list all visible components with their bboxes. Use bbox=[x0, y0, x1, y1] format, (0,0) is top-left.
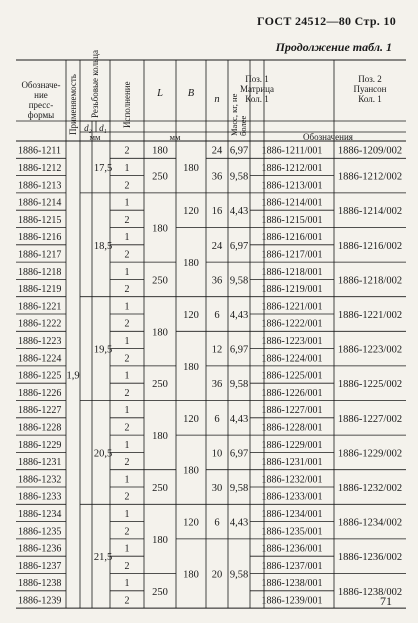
pos1-cell: 1886-1235/001 bbox=[261, 526, 323, 538]
designation-cell: 1886-1212 bbox=[18, 162, 62, 174]
pos2-header: Поз. 2 bbox=[358, 74, 382, 84]
execution-cell: 1 bbox=[124, 543, 130, 555]
designation-cell: 1886-1232 bbox=[18, 474, 62, 486]
n-cell: 36 bbox=[211, 171, 223, 183]
n-cell: 6 bbox=[214, 517, 220, 529]
mass-header: Масс, кг, не bbox=[229, 93, 239, 136]
designation-header: ние bbox=[34, 90, 48, 100]
execution-cell: 2 bbox=[124, 145, 130, 157]
execution-header: Исполнение bbox=[122, 81, 132, 128]
execution-cell: 2 bbox=[124, 595, 130, 607]
designation-cell: 1886-1231 bbox=[18, 457, 62, 469]
designation-header: пресс- bbox=[28, 100, 54, 110]
designation-cell: 1886-1239 bbox=[18, 595, 62, 607]
B-cell: 120 bbox=[183, 517, 199, 529]
mass-cell: 4,43 bbox=[229, 310, 249, 321]
pos1-cell: 1886-1218/001 bbox=[261, 266, 323, 278]
pos1-cell: 1886-1214/001 bbox=[261, 197, 323, 209]
designation-cell: 1886-1224 bbox=[18, 353, 62, 365]
designation-cell: 1886-1238 bbox=[18, 578, 62, 590]
d3-cell: 19,5 bbox=[93, 344, 113, 356]
pos2-cell: 1886-1232/002 bbox=[337, 483, 403, 494]
execution-cell: 1 bbox=[124, 405, 130, 417]
designation-cell: 1886-1218 bbox=[18, 266, 62, 278]
pos1-cell: 1886-1217/001 bbox=[261, 249, 323, 261]
n-cell: 36 bbox=[211, 379, 223, 391]
n-cell: 10 bbox=[211, 448, 223, 460]
L-cell: 180 bbox=[152, 431, 168, 443]
B-cell: 180 bbox=[183, 258, 199, 270]
B-cell: 120 bbox=[183, 206, 199, 218]
mass-cell: 6,97 bbox=[229, 240, 249, 252]
designation-cell: 1886-1216 bbox=[18, 232, 62, 244]
designation-cell: 1886-1215 bbox=[18, 214, 62, 226]
designation-cell: 1886-1237 bbox=[18, 560, 62, 572]
applicability-header: Применяемость bbox=[68, 74, 78, 135]
mass-cell: 6,97 bbox=[229, 344, 249, 356]
L-cell: 180 bbox=[152, 223, 168, 235]
L-cell: 250 bbox=[152, 275, 168, 287]
pos1-cell: 1886-1215/001 bbox=[261, 214, 323, 226]
table-continuation-title: Продолжение табл. 1 bbox=[275, 40, 392, 54]
pos1-cell: 1886-1227/001 bbox=[261, 405, 323, 417]
execution-cell: 2 bbox=[124, 180, 130, 192]
d3-cell: 20,5 bbox=[93, 448, 113, 460]
mass-cell: 9,58 bbox=[229, 171, 249, 183]
mass-cell: 9,58 bbox=[229, 379, 249, 391]
n-cell: 20 bbox=[211, 569, 223, 581]
execution-cell: 2 bbox=[124, 214, 130, 226]
B-cell: 180 bbox=[183, 162, 199, 174]
pos2-cell: 1886-1209/002 bbox=[337, 145, 403, 157]
d3-header: d₁ bbox=[99, 123, 107, 133]
B-header: B bbox=[187, 88, 195, 99]
pos1-cell: 1886-1225/001 bbox=[261, 370, 323, 382]
pos1-cell: 1886-1211/001 bbox=[261, 145, 323, 157]
page-label: Стр. 10 bbox=[354, 14, 396, 28]
mass-cell: 9,58 bbox=[229, 483, 249, 494]
n-cell: 24 bbox=[211, 145, 223, 157]
designation-cell: 1886-1229 bbox=[18, 439, 62, 451]
execution-cell: 1 bbox=[124, 439, 130, 451]
pos1-cell: 1886-1213/001 bbox=[261, 180, 323, 192]
designation-cell: 1886-1235 bbox=[18, 526, 62, 538]
L-cell: 250 bbox=[152, 483, 168, 494]
pos1-cell: 1886-1212/001 bbox=[261, 162, 323, 174]
d3-cell: 17,5 bbox=[93, 162, 113, 174]
execution-cell: 1 bbox=[124, 301, 130, 313]
designation-cell: 1886-1234 bbox=[18, 508, 62, 520]
unit-mm: мм bbox=[169, 132, 181, 142]
pos1-cell: 1886-1222/001 bbox=[261, 318, 323, 330]
execution-cell: 2 bbox=[124, 457, 130, 469]
L-cell: 180 bbox=[152, 327, 168, 339]
execution-cell: 1 bbox=[124, 197, 130, 209]
execution-cell: 2 bbox=[124, 387, 130, 399]
pos2-cell: 1886-1218/002 bbox=[337, 275, 403, 287]
designation-header: Обозначе- bbox=[21, 80, 61, 90]
designation-cell: 1886-1222 bbox=[18, 318, 62, 330]
execution-cell: 2 bbox=[124, 491, 130, 503]
B-cell: 120 bbox=[183, 310, 199, 321]
L-cell: 180 bbox=[152, 534, 168, 546]
pos1-cell: 1886-1239/001 bbox=[261, 595, 323, 607]
pos1-header: Поз. 1 bbox=[245, 74, 269, 84]
pos1-header: Кол. 1 bbox=[245, 94, 269, 104]
d2-header: d₂ bbox=[84, 123, 92, 133]
mass-cell: 6,97 bbox=[229, 448, 249, 460]
designation-cell: 1886-1221 bbox=[18, 301, 62, 313]
pos1-cell: 1886-1229/001 bbox=[261, 439, 323, 451]
L-cell: 250 bbox=[152, 171, 168, 183]
n-header: n bbox=[214, 94, 220, 105]
designation-cell: 1886-1226 bbox=[18, 387, 62, 399]
execution-cell: 1 bbox=[124, 474, 130, 486]
pos2-header: Пуансон bbox=[353, 84, 387, 94]
pos2-cell: 1886-1214/002 bbox=[337, 206, 403, 218]
n-cell: 30 bbox=[211, 483, 223, 494]
mass-cell: 9,58 bbox=[229, 569, 249, 581]
pos1-cell: 1886-1224/001 bbox=[261, 353, 323, 365]
mass-cell: 9,58 bbox=[229, 275, 249, 287]
designation-cell: 1886-1236 bbox=[18, 543, 62, 555]
B-cell: 180 bbox=[183, 361, 199, 373]
pos2-cell: 1886-1212/002 bbox=[337, 171, 403, 183]
execution-cell: 2 bbox=[124, 318, 130, 330]
B-cell: 180 bbox=[183, 465, 199, 477]
L-cell: 250 bbox=[152, 379, 168, 391]
pos1-cell: 1886-1234/001 bbox=[261, 508, 323, 520]
pos2-header: Кол. 1 bbox=[358, 94, 382, 104]
pos1-cell: 1886-1238/001 bbox=[261, 578, 323, 590]
execution-cell: 1 bbox=[124, 162, 130, 174]
execution-cell: 2 bbox=[124, 249, 130, 261]
pos1-cell: 1886-1219/001 bbox=[261, 284, 323, 296]
pos2-cell: 1886-1238/002 bbox=[337, 586, 403, 598]
n-cell: 6 bbox=[214, 413, 220, 425]
pos1-cell: 1886-1232/001 bbox=[261, 474, 323, 486]
pos1-cell: 1886-1233/001 bbox=[261, 491, 323, 503]
execution-cell: 1 bbox=[124, 232, 130, 244]
pos2-cell: 1886-1234/002 bbox=[337, 517, 403, 529]
L-cell: 250 bbox=[152, 586, 168, 598]
designation-cell: 1886-1213 bbox=[18, 180, 62, 192]
pos1-cell: 1886-1231/001 bbox=[261, 457, 323, 469]
pos2-cell: 1886-1225/002 bbox=[337, 379, 403, 391]
d3-cell: 21,5 bbox=[93, 552, 113, 564]
execution-cell: 2 bbox=[124, 526, 130, 538]
designation-cell: 1886-1217 bbox=[18, 249, 62, 261]
n-cell: 36 bbox=[211, 275, 223, 287]
pos2-cell: 1886-1216/002 bbox=[337, 240, 403, 252]
pos2-cell: 1886-1229/002 bbox=[337, 448, 403, 460]
execution-cell: 2 bbox=[124, 353, 130, 365]
thread-rings-header: Резьбовые кольца bbox=[90, 50, 100, 118]
execution-cell: 1 bbox=[124, 578, 130, 590]
pos1-cell: 1886-1226/001 bbox=[261, 387, 323, 399]
L-cell: 180 bbox=[152, 145, 168, 157]
pos1-cell: 1886-1228/001 bbox=[261, 422, 323, 434]
pos1-cell: 1886-1236/001 bbox=[261, 543, 323, 555]
pos2-cell: 1886-1221/002 bbox=[337, 310, 403, 321]
designation-header: формы bbox=[27, 110, 55, 120]
designations-header: Обозначения bbox=[303, 132, 353, 142]
n-cell: 6 bbox=[214, 310, 220, 321]
designation-cell: 1886-1211 bbox=[18, 145, 61, 157]
execution-cell: 2 bbox=[124, 560, 130, 572]
designation-cell: 1886-1223 bbox=[18, 335, 62, 347]
d3-cell: 18,5 bbox=[93, 240, 113, 252]
execution-cell: 1 bbox=[124, 370, 130, 382]
pos1-cell: 1886-1223/001 bbox=[261, 335, 323, 347]
execution-cell: 2 bbox=[124, 422, 130, 434]
designation-cell: 1886-1214 bbox=[18, 197, 62, 209]
pos1-cell: 1886-1221/001 bbox=[261, 301, 323, 313]
execution-cell: 2 bbox=[124, 284, 130, 296]
designation-cell: 1886-1227 bbox=[18, 405, 62, 417]
execution-cell: 1 bbox=[124, 266, 130, 278]
n-cell: 24 bbox=[211, 240, 223, 252]
L-header: L bbox=[157, 88, 163, 99]
designation-cell: 1886-1225 bbox=[18, 370, 62, 382]
applicability-cell: 1,9 bbox=[66, 370, 80, 382]
mass-cell: 4,43 bbox=[229, 517, 249, 529]
mass-cell: 4,43 bbox=[229, 413, 249, 425]
B-cell: 180 bbox=[183, 569, 199, 581]
pos2-cell: 1886-1236/002 bbox=[337, 552, 403, 564]
designation-cell: 1886-1233 bbox=[18, 491, 62, 503]
designation-cell: 1886-1219 bbox=[18, 284, 62, 296]
unit-mm: мм bbox=[89, 132, 101, 142]
execution-cell: 1 bbox=[124, 335, 130, 347]
designation-cell: 1886-1228 bbox=[18, 422, 62, 434]
pos1-cell: 1886-1237/001 bbox=[261, 560, 323, 572]
page-number: 71 bbox=[380, 594, 392, 608]
mass-cell: 4,43 bbox=[229, 206, 249, 218]
mass-cell: 6,97 bbox=[229, 145, 249, 157]
pos1-header: Матрица bbox=[240, 84, 274, 94]
pos2-cell: 1886-1223/002 bbox=[337, 344, 403, 356]
B-cell: 120 bbox=[183, 413, 199, 425]
pos2-cell: 1886-1227/002 bbox=[337, 413, 403, 425]
n-cell: 12 bbox=[211, 344, 223, 356]
n-cell: 16 bbox=[211, 206, 223, 218]
standard-code: ГОСТ 24512—80 bbox=[256, 14, 352, 28]
mass-header-2: более bbox=[238, 115, 248, 136]
execution-cell: 1 bbox=[124, 508, 130, 520]
pos1-cell: 1886-1216/001 bbox=[261, 232, 323, 244]
